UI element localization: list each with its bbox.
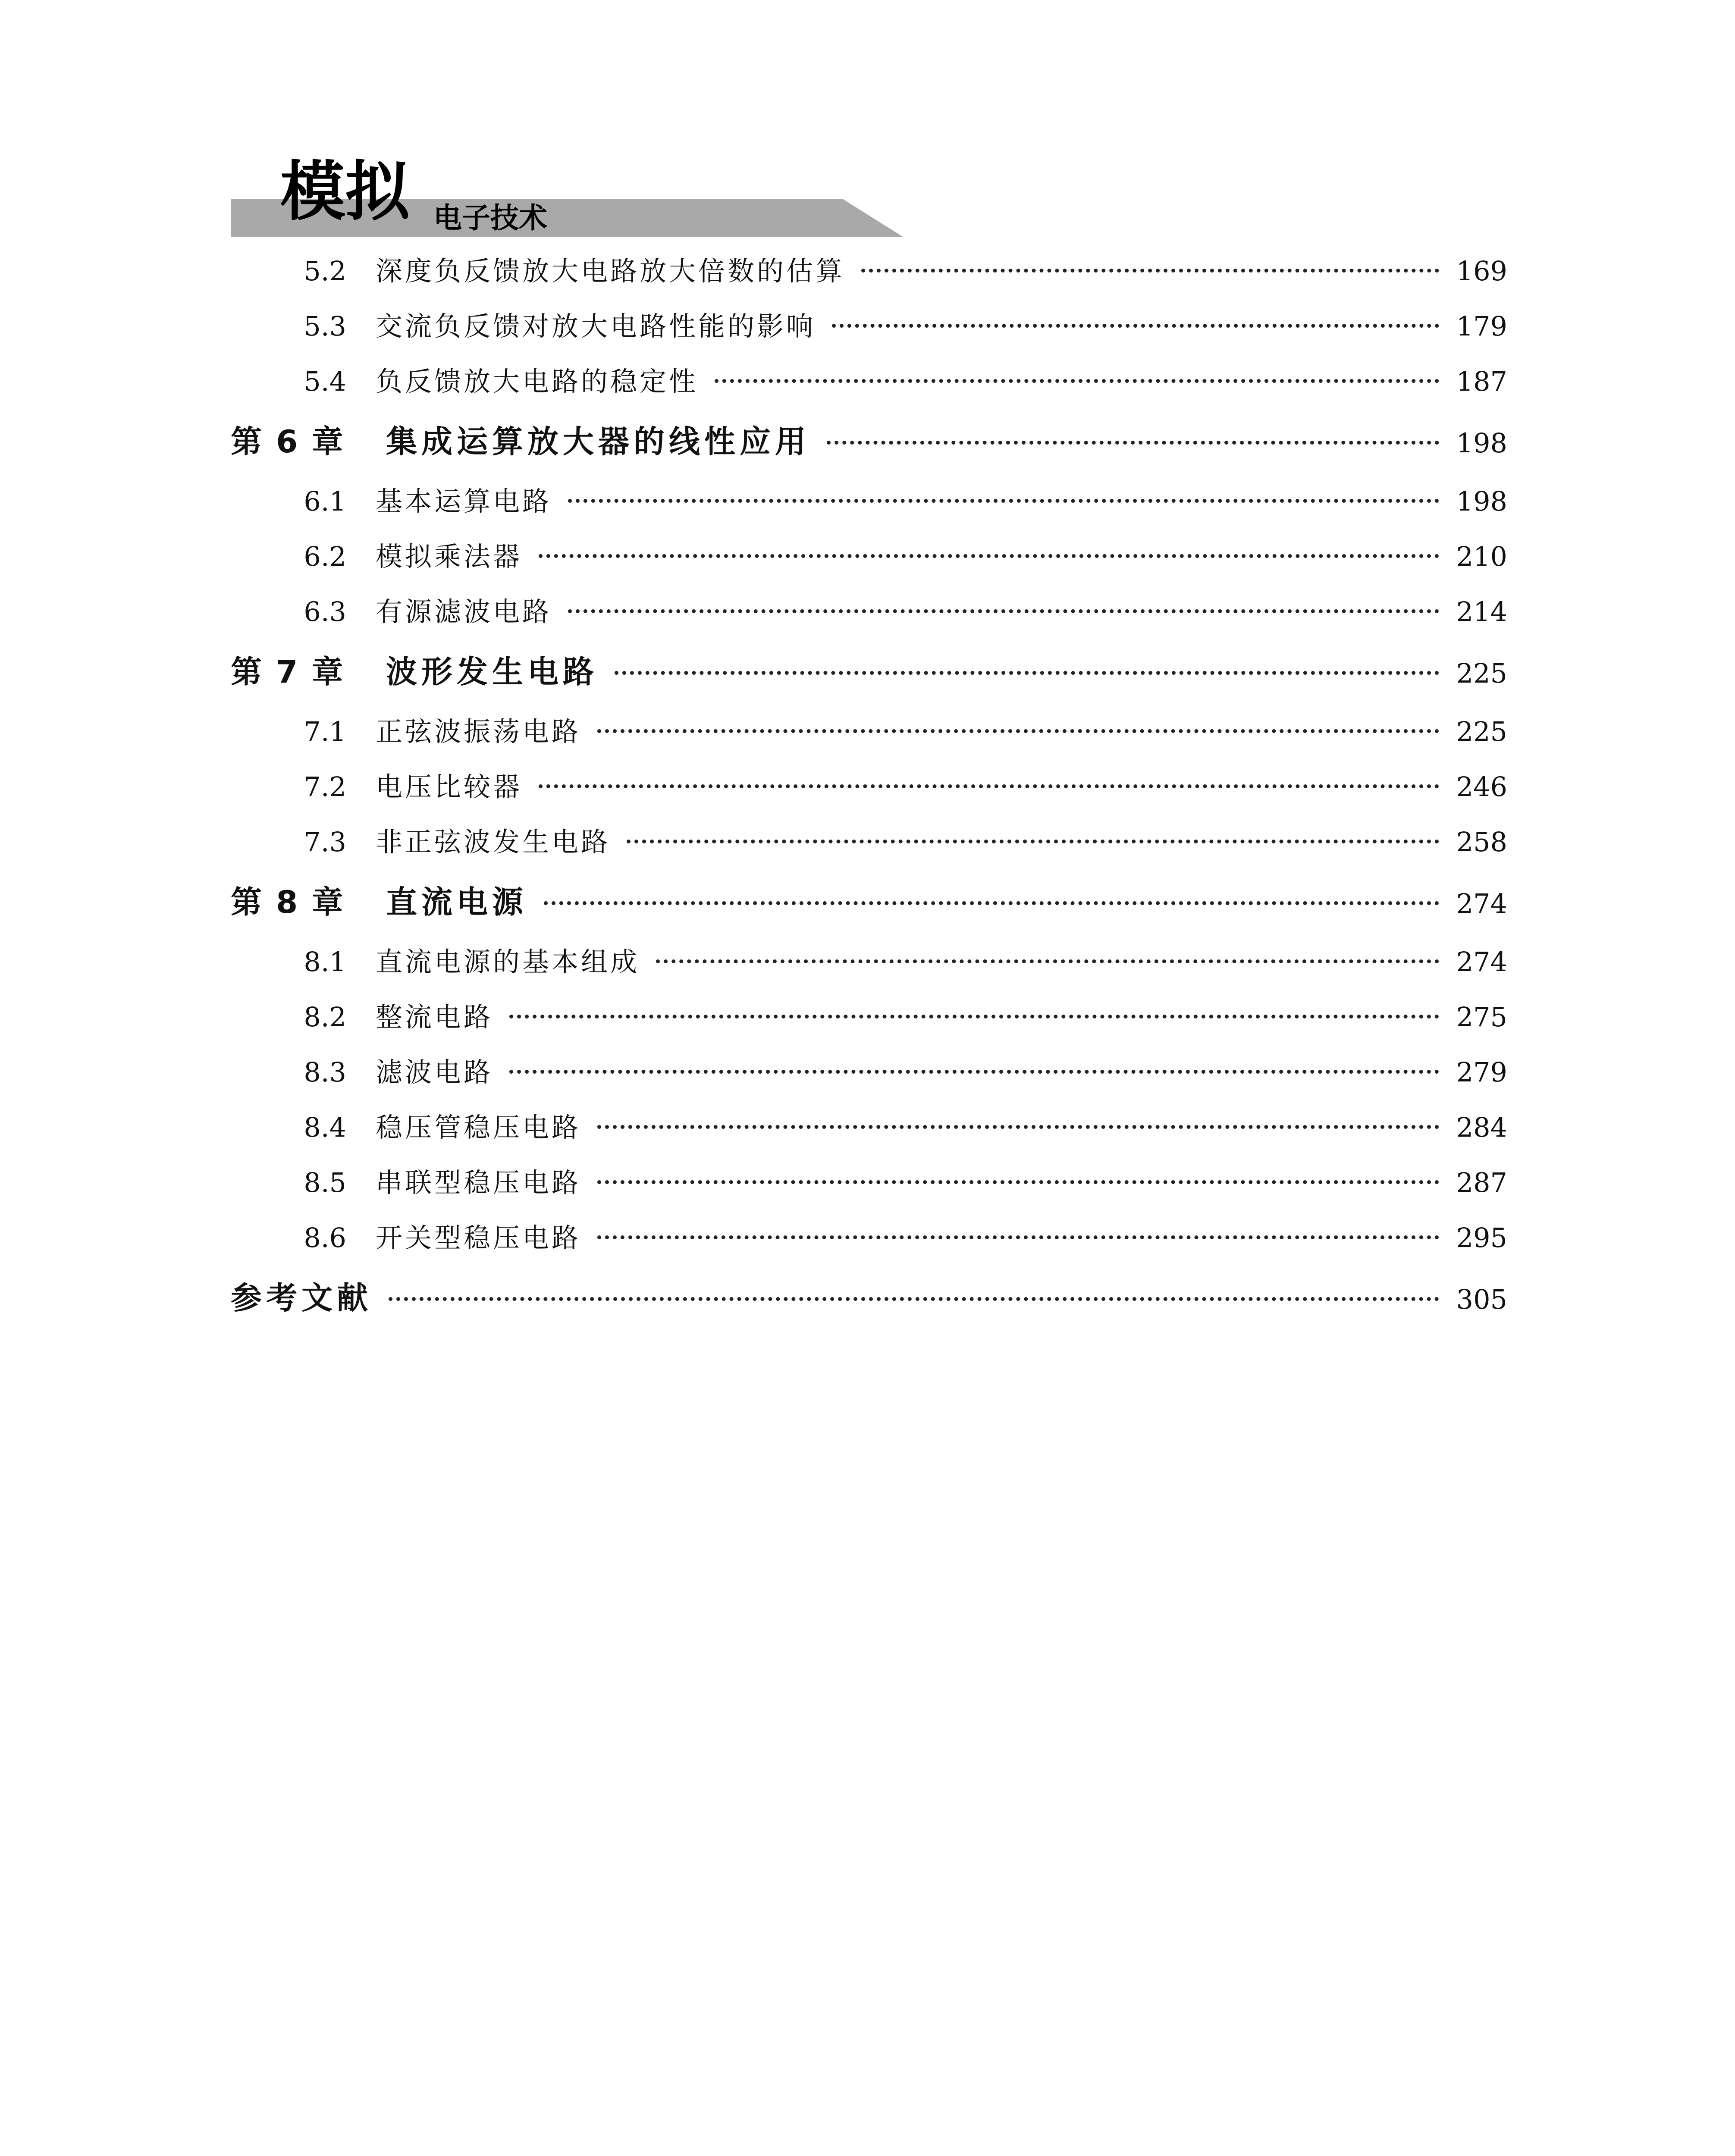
toc-dot-leader [597, 1235, 1439, 1239]
toc-section-entry [231, 1100, 1507, 1155]
toc-entry-number: 8.4 [304, 1112, 346, 1143]
toc-dot-leader [627, 840, 1439, 843]
toc-section-entry [231, 299, 1507, 354]
header-book-title-small: 电子技术 [433, 201, 547, 235]
toc-entry-number: 7.2 [304, 771, 346, 802]
toc-entry-title: 模拟乘法器 [376, 541, 523, 572]
toc-entry-number: 5.2 [304, 255, 346, 287]
toc-entry-title: 波形发生电路 [386, 654, 599, 690]
toc-entry-page: 284 [1456, 1112, 1507, 1143]
running-header [231, 154, 904, 241]
toc-entry-number: 5.4 [304, 366, 346, 397]
toc-entry-title: 集成运算放大器的线性应用 [386, 423, 811, 460]
toc-entry-title: 电压比较器 [376, 771, 523, 802]
toc-section-entry [231, 1210, 1507, 1266]
toc-dot-leader [568, 499, 1439, 503]
toc-entry-page: 210 [1456, 541, 1507, 572]
toc-entry-page: 258 [1456, 826, 1507, 858]
toc-entry-title: 稳压管稳压电路 [376, 1112, 581, 1143]
toc-entry-title: 滤波电路 [376, 1056, 493, 1088]
toc-dot-leader [832, 324, 1439, 328]
toc-dot-leader [389, 1297, 1439, 1301]
toc-entry-page: 246 [1456, 771, 1507, 802]
header-book-title-large: 模拟 [280, 154, 410, 229]
toc-entry-number: 7.3 [304, 826, 346, 858]
toc-entry-page: 295 [1456, 1222, 1507, 1253]
toc-entry-number: 8.3 [304, 1056, 346, 1088]
toc-entry-title: 负反馈放大电路的稳定性 [376, 366, 699, 397]
toc-entry-page: 198 [1456, 486, 1507, 517]
toc-entry-title: 整流电路 [376, 1001, 493, 1033]
toc-entry-page: 274 [1456, 946, 1507, 978]
toc-chapter-entry [231, 1266, 1507, 1330]
toc-dot-leader [597, 729, 1439, 733]
toc-dot-leader [861, 269, 1439, 273]
toc-dot-leader [539, 554, 1439, 558]
toc-entry-page: 198 [1456, 427, 1507, 459]
toc-entry-page: 169 [1456, 255, 1507, 287]
toc-dot-leader [656, 959, 1439, 963]
toc-dot-leader [568, 609, 1439, 613]
toc-entry-title: 参考文献 [231, 1280, 373, 1316]
toc-chapter-entry [231, 409, 1507, 474]
toc-entry-title: 基本运算电路 [376, 486, 552, 517]
toc-dot-leader [539, 784, 1439, 788]
toc-section-entry [231, 934, 1507, 990]
toc-entry-page: 305 [1456, 1284, 1507, 1315]
toc-entry-page: 187 [1456, 366, 1507, 397]
toc-dot-leader [827, 441, 1439, 445]
toc-entry-title: 深度负反馈放大电路放大倍数的估算 [376, 255, 845, 287]
toc-dot-leader [715, 379, 1439, 383]
toc-entry-number: 5.3 [304, 310, 346, 342]
toc-section-entry [231, 990, 1507, 1045]
toc-chapter-entry [231, 870, 1507, 934]
toc-entry-number: 6.1 [304, 486, 346, 517]
toc-entry-title: 有源滤波电路 [376, 596, 552, 627]
toc-entry-page: 274 [1456, 888, 1507, 919]
toc-dot-leader [509, 1070, 1439, 1074]
toc-section-entry [231, 704, 1507, 759]
toc-entry-number: 6.3 [304, 596, 346, 627]
toc-section-entry [231, 1155, 1507, 1210]
toc-entry-title: 非正弦波发生电路 [376, 826, 611, 858]
toc-entry-page: 287 [1456, 1167, 1507, 1198]
toc-entry-title: 串联型稳压电路 [376, 1167, 581, 1198]
toc-dot-leader [615, 671, 1439, 675]
toc-entry-page: 225 [1456, 658, 1507, 689]
toc-chapter-entry [231, 639, 1507, 704]
toc-section-entry [231, 354, 1507, 409]
toc-entry-title: 交流负反馈对放大电路性能的影响 [376, 310, 816, 342]
toc-dot-leader [544, 901, 1439, 905]
toc-entry-page: 214 [1456, 596, 1507, 627]
toc-entry-number: 7.1 [304, 716, 346, 747]
toc-entry-number: 8.5 [304, 1167, 346, 1198]
toc-section-entry [231, 759, 1507, 815]
toc-entry-number: 第 6 章 [231, 423, 345, 460]
toc-dot-leader [597, 1180, 1439, 1184]
toc-entry-number: 8.1 [304, 946, 346, 978]
toc-section-entry [231, 529, 1507, 584]
toc-entry-number: 6.2 [304, 541, 346, 572]
toc-entry-title: 开关型稳压电路 [376, 1222, 581, 1253]
toc-entry-number: 8.6 [304, 1222, 346, 1253]
toc-entry-page: 179 [1456, 310, 1507, 342]
toc-entry-page: 275 [1456, 1001, 1507, 1033]
toc-entry-page: 225 [1456, 716, 1507, 747]
toc-dot-leader [597, 1125, 1439, 1129]
toc-entry-title: 直流电源的基本组成 [376, 946, 640, 978]
toc-entry-title: 直流电源 [386, 884, 528, 920]
toc-dot-leader [509, 1015, 1439, 1018]
table-of-contents [231, 244, 1507, 1330]
toc-entry-number: 第 8 章 [231, 884, 345, 920]
toc-entry-number: 8.2 [304, 1001, 346, 1033]
toc-section-entry [231, 244, 1507, 299]
toc-entry-page: 279 [1456, 1056, 1507, 1088]
toc-entry-number: 第 7 章 [231, 654, 345, 690]
toc-section-entry [231, 584, 1507, 639]
toc-section-entry [231, 474, 1507, 529]
toc-section-entry [231, 1045, 1507, 1100]
toc-section-entry [231, 815, 1507, 870]
toc-entry-title: 正弦波振荡电路 [376, 716, 581, 747]
